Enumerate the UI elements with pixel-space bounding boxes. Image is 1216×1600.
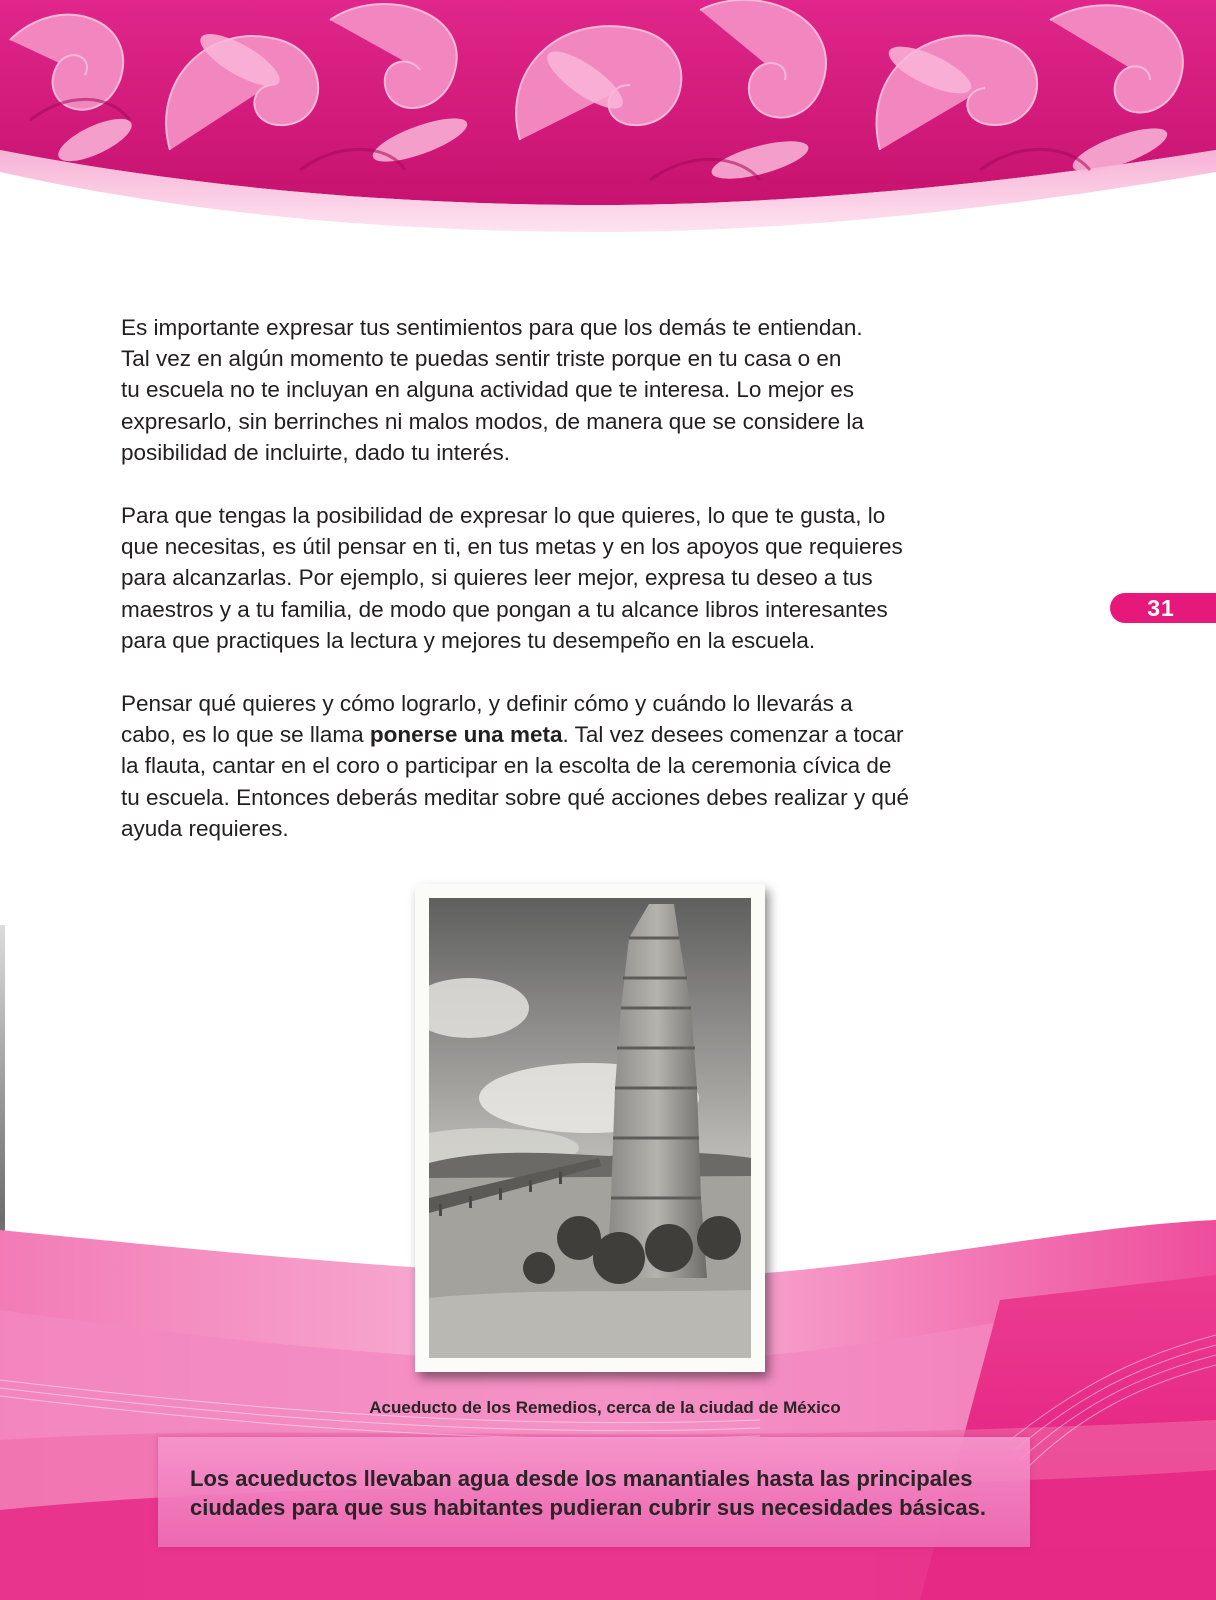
text-line: Tal vez en algún momento te puedas sentir triste porque en tu casa o en (121, 346, 842, 372)
text-line: Es importante expresar tus sentimientos para que los demás te entiendan. (121, 315, 863, 340)
paragraph-2 (121, 500, 961, 656)
text-line: tu escuela. Entonces deberás meditar sobre qué acciones debes realizar y qué (121, 784, 909, 810)
body-text (121, 312, 961, 876)
photo-frame (415, 884, 765, 1372)
text-line: tu escuela no te incluyan en alguna actividad que te interesa. Lo mejor es (121, 377, 854, 403)
key-term: ponerse una meta (369, 722, 563, 748)
page-number: 31 (1147, 595, 1175, 621)
text-line: que necesitas, es útil pensar en ti, en tus metas y en los apoyos que requieres (121, 534, 903, 560)
text-line: expresarlo, sin berrinches ni malos modos, de manera que se considere la (121, 408, 864, 434)
text-line: posibilidad de incluirte, dado tu interés. (121, 439, 510, 465)
text-segment: . Tal vez desees comenzar a tocar (562, 722, 904, 748)
text-line (121, 719, 961, 750)
text-line: Para que tengas la posibilidad de expresar lo que quieres, lo que te gusta, lo (121, 503, 886, 529)
info-line: ciudades para que sus habitantes pudieran cubrir sus necesidades básicas. (190, 1495, 986, 1520)
info-box-text (190, 1464, 1030, 1522)
text-line: para alcanzarlas. Por ejemplo, si quieres leer mejor, expresa tu deseo a tus (121, 565, 873, 591)
photo-caption: Acueducto de los Remedios, cerca de la ciudad de México (369, 1398, 841, 1417)
text-line: maestros y a tu familia, de modo que pongan a tu alcance libros interesantes (121, 596, 888, 622)
text-line: ayuda requieres. (121, 815, 289, 841)
ornamental-header (0, 0, 1216, 240)
paragraph-3 (121, 688, 961, 844)
paragraph-1 (121, 312, 961, 468)
page-number-tab (1110, 593, 1216, 623)
text-segment: cabo, es lo que se llama (121, 722, 370, 748)
text-line: Pensar qué quieres y cómo lograrlo, y definir cómo y cuándo lo llevarás a (121, 691, 853, 717)
info-line: Los acueductos llevaban agua desde los manantiales hasta las principales (190, 1466, 973, 1491)
text-line: para que practiques la lectura y mejores tu desempeño en la escuela. (121, 627, 816, 653)
aqueduct-photo (429, 898, 751, 1358)
text-line: la flauta, cantar en el coro o participar en la escolta de la ceremonia cívica de (121, 753, 892, 779)
